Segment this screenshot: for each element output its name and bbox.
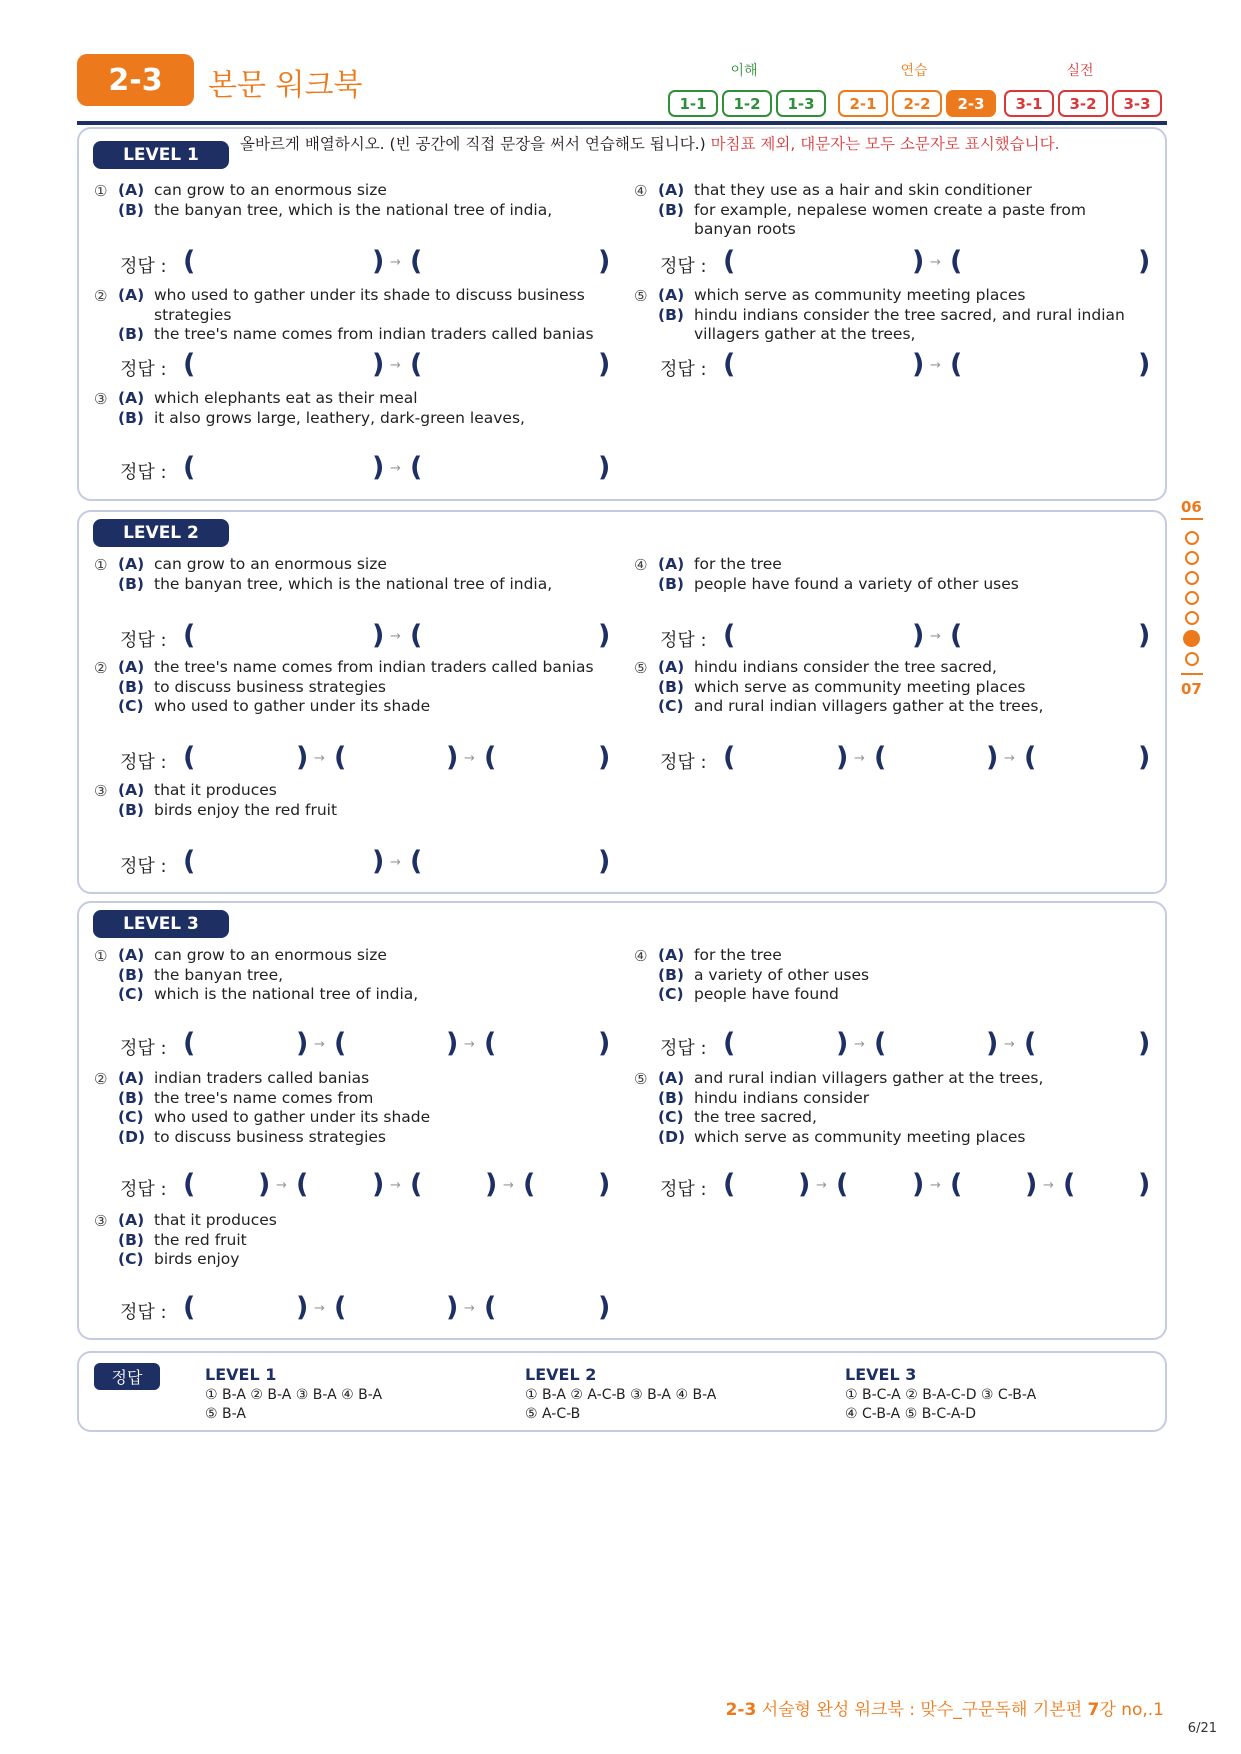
nav-pill-1-1[interactable]: 1-1 bbox=[668, 90, 718, 117]
level3-badge: LEVEL 3 bbox=[93, 910, 229, 938]
answer-row[interactable]: 정답 : ( ) → ( ) bbox=[120, 620, 611, 651]
footer-title: 2-3 서술형 완성 워크북 : 맞수_구문독해 기본편 7강 no,.1 bbox=[725, 1700, 1164, 1720]
l3-item-4: ④ (A) for the tree (B) a variety of other uses (C) people have found bbox=[634, 946, 870, 1003]
answer-row[interactable]: 정답 : ( ) → ( ) → ( ) bbox=[660, 1028, 1151, 1059]
l3-item-5: ⑤ (A) and rural indian villagers gather at the trees, (B) hindu indians consider (C) the tree sacred, (D) which serve as community meeting places bbox=[634, 1069, 1044, 1146]
answer-key-level3: LEVEL 3 ① B-C-A ② B-A-C-D ③ C-B-A ④ C-B-A ⑤ B-C-A-D bbox=[845, 1365, 1037, 1422]
answer-key-level2: LEVEL 2 ① B-A ② A-C-B ③ B-A ④ B-A ⑤ A-C-B bbox=[525, 1365, 717, 1422]
l1-item-1: ① (A) can grow to an enormous size (B) the banyan tree, which is the national tree of india, bbox=[94, 181, 553, 219]
side-nav-dot[interactable] bbox=[1185, 611, 1199, 625]
nav-pill-3-1[interactable]: 3-1 bbox=[1004, 90, 1054, 117]
side-nav-rule bbox=[1181, 518, 1203, 520]
answer-row[interactable]: 정답 : ( ) → ( ) bbox=[120, 846, 611, 877]
l3-item-3: ③ (A) that it produces (B) the red fruit (C) birds enjoy bbox=[94, 1211, 277, 1268]
answer-row[interactable]: 정답 : ( ) → ( ) bbox=[660, 620, 1151, 651]
answer-key bbox=[77, 1351, 1167, 1432]
nav-pill-2-2[interactable]: 2-2 bbox=[892, 90, 942, 117]
nav-pill-3-3[interactable]: 3-3 bbox=[1112, 90, 1162, 117]
l3-item-2: ② (A) indian traders called banias (B) the tree's name comes from (C) who used to gather under its shade (D) to discuss business strategies bbox=[94, 1069, 431, 1146]
answer-row[interactable]: 정답 : ( ) → ( ) → ( ) → ( ) bbox=[660, 1169, 1151, 1200]
group-label-understanding: 이해 bbox=[730, 63, 758, 79]
side-nav-rule bbox=[1181, 673, 1203, 675]
l2-item-2: ② (A) the tree's name comes from indian traders called banias (B) to discuss business strategies (C) who used to gather under its shade bbox=[94, 658, 594, 715]
l1-item-2: ② (A) who used to gather under its shade to discuss business strategies (B) the tree's name comes from indian traders called banias bbox=[94, 286, 594, 343]
answer-row[interactable]: 정답 : ( ) → ( ) → ( ) → ( ) bbox=[120, 1169, 611, 1200]
answer-row[interactable]: 정답 : ( ) → ( ) bbox=[120, 246, 611, 277]
answer-row[interactable]: 정답 : ( ) → ( ) bbox=[120, 452, 611, 483]
nav-pill-2-3-active[interactable]: 2-3 bbox=[946, 90, 996, 117]
pill-group-real bbox=[1000, 86, 1166, 121]
page-number: 6/21 bbox=[1187, 1721, 1217, 1736]
l2-item-3: ③ (A) that it produces (B) birds enjoy the red fruit bbox=[94, 781, 338, 819]
answer-key-badge: 정답 bbox=[94, 1363, 160, 1390]
answer-key-level1: LEVEL 1 ① B-A ② B-A ③ B-A ④ B-A ⑤ B-A bbox=[205, 1365, 383, 1422]
nav-pill-2-1[interactable]: 2-1 bbox=[838, 90, 888, 117]
level1-instruction: 올바르게 배열하시오. (빈 공간에 직접 문장을 써서 연습해도 됩니다.) 마침표 제외, 대문자는 모두 소문자로 표시했습니다. bbox=[240, 135, 1060, 153]
nav-pill-1-3[interactable]: 1-3 bbox=[776, 90, 826, 117]
side-nav-dot[interactable] bbox=[1185, 531, 1199, 545]
nav-pill-3-2[interactable]: 3-2 bbox=[1058, 90, 1108, 117]
header-divider bbox=[77, 121, 1167, 125]
l2-item-4: ④ (A) for the tree (B) people have found a variety of other uses bbox=[634, 555, 1019, 593]
answer-row[interactable]: 정답 : ( ) → ( ) → ( ) bbox=[120, 1292, 611, 1323]
instruction-note: 마침표 제외, 대문자는 모두 소문자로 표시했습니다. bbox=[710, 135, 1060, 153]
answer-row[interactable]: 정답 : ( ) → ( ) → ( ) bbox=[120, 1028, 611, 1059]
l2-item-5: ⑤ (A) hindu indians consider the tree sacred, (B) which serve as community meeting places (C) and rural indian villagers gather at the trees, bbox=[634, 658, 1044, 715]
level2-badge: LEVEL 2 bbox=[93, 519, 229, 547]
side-nav-dot-active[interactable] bbox=[1183, 630, 1200, 647]
l2-item-1: ① (A) can grow to an enormous size (B) the banyan tree, which is the national tree of india, bbox=[94, 555, 553, 593]
side-nav-dot[interactable] bbox=[1185, 551, 1199, 565]
l3-item-1: ① (A) can grow to an enormous size (B) the banyan tree, (C) which is the national tree of india, bbox=[94, 946, 419, 1003]
pill-group-practice bbox=[834, 86, 1000, 121]
group-label-practice: 연습 bbox=[900, 63, 928, 79]
answer-row[interactable]: 정답 : ( ) → ( ) → ( ) bbox=[120, 742, 611, 773]
lesson-badge: 2-3 bbox=[77, 54, 194, 106]
nav-pill-1-2[interactable]: 1-2 bbox=[722, 90, 772, 117]
side-nav-start: 06 bbox=[1181, 498, 1202, 516]
answer-row[interactable]: 정답 : ( ) → ( ) → ( ) bbox=[660, 742, 1151, 773]
side-nav-dot[interactable] bbox=[1185, 652, 1199, 666]
l1-item-4: ④ (A) that they use as a hair and skin conditioner (B) for example, nepalese women create a paste from banyan roots bbox=[634, 181, 1087, 238]
answer-row[interactable]: 정답 : ( ) → ( ) bbox=[120, 349, 611, 380]
answer-row[interactable]: 정답 : ( ) → ( ) bbox=[660, 349, 1151, 380]
level1-badge: LEVEL 1 bbox=[93, 141, 229, 169]
side-nav-dot[interactable] bbox=[1185, 571, 1199, 585]
group-label-real: 실전 bbox=[1066, 63, 1094, 79]
l1-item-5: ⑤ (A) which serve as community meeting places (B) hindu indians consider the tree sacred, and rural indian villagers gather at the trees, bbox=[634, 286, 1125, 343]
page-title: 본문 워크북 bbox=[208, 68, 363, 103]
l1-item-3: ③ (A) which elephants eat as their meal (B) it also grows large, leathery, dark-green leaves, bbox=[94, 389, 525, 427]
side-nav-end: 07 bbox=[1181, 680, 1202, 698]
pill-group-understanding bbox=[664, 86, 830, 121]
answer-row[interactable]: 정답 : ( ) → ( ) bbox=[660, 246, 1151, 277]
side-nav-dot[interactable] bbox=[1185, 591, 1199, 605]
